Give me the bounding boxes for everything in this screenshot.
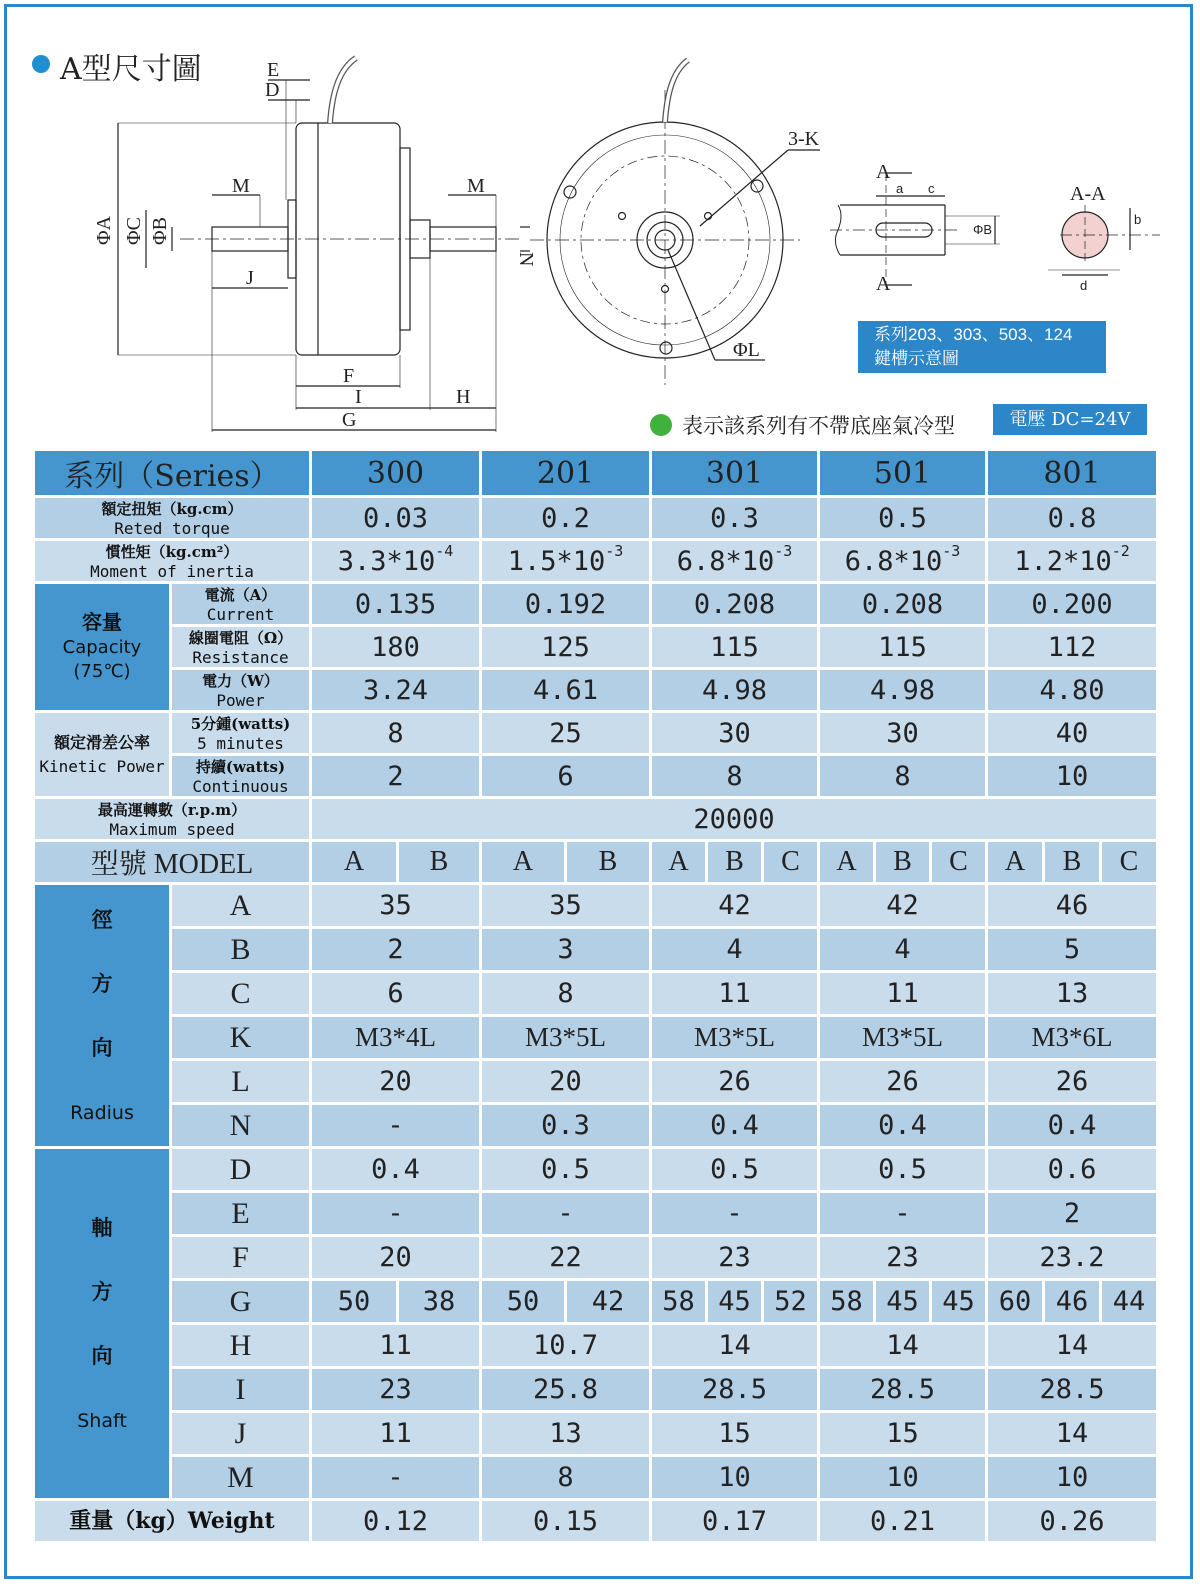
- dimension-drawing: [0, 0, 1200, 445]
- radius-N-300: -: [312, 1105, 479, 1146]
- weight-300: 0.12: [312, 1501, 479, 1541]
- voltage-badge: 電壓 DC=24V: [993, 404, 1147, 435]
- series-300: 300: [312, 451, 479, 495]
- inertia-501: $6.8*10^{-3}$: [820, 541, 985, 581]
- model-301-A: A: [652, 842, 705, 882]
- series-201: 201: [482, 451, 649, 495]
- shaft-H-row: [35, 1325, 1156, 1366]
- shaft-G-301-C: 52: [764, 1281, 817, 1322]
- series-row: [35, 451, 1156, 495]
- label-a: a: [896, 181, 904, 196]
- shaft-H-201: 10.7: [482, 1325, 649, 1366]
- shaft-G-row: [35, 1281, 1156, 1322]
- radius-key-C: C: [172, 973, 309, 1014]
- shaft-G-301-B: 45: [708, 1281, 761, 1322]
- radius-A-300: 35: [312, 885, 479, 926]
- radius-key-B: B: [172, 929, 309, 970]
- kinetic-5min-301: 30: [652, 713, 817, 753]
- label-section-A-top: A: [876, 161, 891, 183]
- radius-A-801: 46: [988, 885, 1156, 926]
- weight-label: 重量（kg）Weight: [35, 1501, 309, 1541]
- shaft-M-201: 8: [482, 1457, 649, 1498]
- radius-A-201: 35: [482, 885, 649, 926]
- shaft-D-501: 0.5: [820, 1149, 985, 1190]
- radius-N-501: 0.4: [820, 1105, 985, 1146]
- label-F: F: [343, 365, 355, 387]
- label-d: d: [1080, 278, 1088, 293]
- label-D: D: [265, 79, 280, 101]
- kinetic-cont-301: 8: [652, 756, 817, 796]
- radius-C-801: 13: [988, 973, 1156, 1014]
- shaft-G-801-C: 44: [1102, 1281, 1156, 1322]
- shaft-J-300: 11: [312, 1413, 479, 1454]
- label-M-left: M: [232, 175, 250, 197]
- radius-N-201: 0.3: [482, 1105, 649, 1146]
- page-title: A型尺寸圖: [60, 52, 202, 87]
- inertia-row: [35, 541, 1156, 581]
- inertia-201: $1.5*10^{-3}$: [482, 541, 649, 581]
- shaft-key-M: M: [172, 1457, 309, 1498]
- shaft-D-301: 0.5: [652, 1149, 817, 1190]
- resistance-301: 115: [652, 627, 817, 667]
- shaft-I-300: 23: [312, 1369, 479, 1410]
- series-801: 801: [988, 451, 1156, 495]
- kinetic-5min-201: 25: [482, 713, 649, 753]
- model-501-C: C: [932, 842, 985, 882]
- radius-A-501: 42: [820, 885, 985, 926]
- radius-B-501: 4: [820, 929, 985, 970]
- shaft-J-801: 14: [988, 1413, 1156, 1454]
- radius-K-300: M3*4L: [312, 1017, 479, 1058]
- kinetic-cont-201: 6: [482, 756, 649, 796]
- keyway-note-series: 系列203、303、503、124: [874, 325, 1073, 344]
- model-801-C: C: [1102, 842, 1156, 882]
- green-dot-icon: [650, 414, 672, 436]
- shaft-F-801: 23.2: [988, 1237, 1156, 1278]
- shaft-M-501: 10: [820, 1457, 985, 1498]
- radius-N-row: [35, 1105, 1156, 1146]
- radius-B-801: 5: [988, 929, 1156, 970]
- power-row: [35, 670, 1156, 710]
- resistance-801: 112: [988, 627, 1156, 667]
- model-300-A: A: [312, 842, 396, 882]
- legend: [650, 410, 955, 440]
- radius-K-201: M3*5L: [482, 1017, 649, 1058]
- shaft-G-300-A: 50: [312, 1281, 396, 1322]
- label-phi-L: ΦL: [733, 339, 760, 361]
- kinetic-5min-801: 40: [988, 713, 1156, 753]
- keyway-note-caption: 鍵槽示意圖: [874, 349, 959, 368]
- shaft-I-301: 28.5: [652, 1369, 817, 1410]
- series-label: 系列（Series）: [35, 451, 309, 495]
- radius-N-801: 0.4: [988, 1105, 1156, 1146]
- keyway-note: [858, 321, 1106, 373]
- radius-C-501: 11: [820, 973, 985, 1014]
- max-speed-value: 20000: [312, 799, 1156, 839]
- shaft-G-801-B: 46: [1045, 1281, 1099, 1322]
- label-keyway-phi-B: ΦB: [973, 222, 993, 237]
- shaft-M-row: [35, 1457, 1156, 1498]
- shaft-G-501-B: 45: [876, 1281, 929, 1322]
- radius-C-row: [35, 973, 1156, 1014]
- shaft-D-300: 0.4: [312, 1149, 479, 1190]
- shaft-I-801: 28.5: [988, 1369, 1156, 1410]
- kinetic-cont-801: 10: [988, 756, 1156, 796]
- shaft-F-201: 22: [482, 1237, 649, 1278]
- weight-301: 0.17: [652, 1501, 817, 1541]
- weight-801: 0.26: [988, 1501, 1156, 1541]
- shaft-M-300: -: [312, 1457, 479, 1498]
- torque-201: 0.2: [482, 498, 649, 538]
- inertia-300: $3.3*10^{-4}$: [312, 541, 479, 581]
- max-speed-label: 最高運轉數（r.p.m） Maximum speed: [35, 799, 309, 839]
- label-section-A-A: A-A: [1070, 183, 1106, 205]
- capacity-group-label: 容量 Capacity (75℃): [35, 584, 169, 710]
- shaft-E-201: -: [482, 1193, 649, 1234]
- shaft-key-J: J: [172, 1413, 309, 1454]
- kinetic-continuous-row: [35, 756, 1156, 796]
- shaft-F-300: 20: [312, 1237, 479, 1278]
- power-201: 4.61: [482, 670, 649, 710]
- motor-side-view: [118, 58, 530, 432]
- radius-B-300: 2: [312, 929, 479, 970]
- radius-C-301: 11: [652, 973, 817, 1014]
- power-300: 3.24: [312, 670, 479, 710]
- current-label: 電流（A） Current: [172, 584, 309, 624]
- shaft-group-label: 軸 方 向 Shaft: [35, 1149, 169, 1498]
- power-301: 4.98: [652, 670, 817, 710]
- kinetic-continuous-label: 持續(watts) Continuous: [172, 756, 309, 796]
- shaft-J-301: 15: [652, 1413, 817, 1454]
- current-301: 0.208: [652, 584, 817, 624]
- label-3-K: 3-K: [788, 128, 820, 150]
- radius-L-201: 20: [482, 1061, 649, 1102]
- shaft-D-201: 0.5: [482, 1149, 649, 1190]
- inertia-301: $6.8*10^{-3}$: [652, 541, 817, 581]
- weight-row: [35, 1501, 1156, 1541]
- radius-C-300: 6: [312, 973, 479, 1014]
- torque-row: [35, 498, 1156, 538]
- label-J: J: [246, 267, 254, 289]
- shaft-D-row: [35, 1149, 1156, 1190]
- max-speed-row: [35, 799, 1156, 839]
- inertia-label: 慣性矩（kg.cm²） Moment of inertia: [35, 541, 309, 581]
- radius-L-301: 26: [652, 1061, 817, 1102]
- label-M-right: M: [467, 175, 485, 197]
- shaft-G-300-B: 38: [399, 1281, 479, 1322]
- shaft-I-501: 28.5: [820, 1369, 985, 1410]
- radius-B-201: 3: [482, 929, 649, 970]
- radius-key-N: N: [172, 1105, 309, 1146]
- shaft-key-F: F: [172, 1237, 309, 1278]
- shaft-M-801: 10: [988, 1457, 1156, 1498]
- shaft-F-row: [35, 1237, 1156, 1278]
- shaft-key-I: I: [172, 1369, 309, 1410]
- label-I: I: [355, 386, 362, 408]
- shaft-key-E: E: [172, 1193, 309, 1234]
- shaft-F-301: 23: [652, 1237, 817, 1278]
- model-201-A: A: [482, 842, 564, 882]
- model-501-B: B: [876, 842, 929, 882]
- shaft-H-301: 14: [652, 1325, 817, 1366]
- legend-text: 表示該系列有不帶底座氣冷型: [682, 415, 955, 438]
- torque-300: 0.03: [312, 498, 479, 538]
- torque-label: 額定扭矩（kg.cm） Reted torque: [35, 498, 309, 538]
- kinetic-5min-label: 5分鍾(watts) 5 minutes: [172, 713, 309, 753]
- current-row: [35, 584, 1156, 624]
- radius-B-row: [35, 929, 1156, 970]
- current-201: 0.192: [482, 584, 649, 624]
- shaft-H-801: 14: [988, 1325, 1156, 1366]
- resistance-300: 180: [312, 627, 479, 667]
- radius-K-501: M3*5L: [820, 1017, 985, 1058]
- kinetic-cont-501: 8: [820, 756, 985, 796]
- torque-501: 0.5: [820, 498, 985, 538]
- label-phi-A: ΦA: [93, 215, 115, 245]
- series-301: 301: [652, 451, 817, 495]
- shaft-I-201: 25.8: [482, 1369, 649, 1410]
- label-section-A-bottom: A: [876, 273, 891, 295]
- power-501: 4.98: [820, 670, 985, 710]
- resistance-501: 115: [820, 627, 985, 667]
- model-301-C: C: [764, 842, 817, 882]
- shaft-E-801: 2: [988, 1193, 1156, 1234]
- shaft-H-501: 14: [820, 1325, 985, 1366]
- shaft-G-201-B: 42: [567, 1281, 649, 1322]
- radius-key-K: K: [172, 1017, 309, 1058]
- current-501: 0.208: [820, 584, 985, 624]
- torque-801: 0.8: [988, 498, 1156, 538]
- power-label: 電力（W） Power: [172, 670, 309, 710]
- label-G: G: [342, 409, 357, 431]
- radius-group-label: 徑 方 向 Radius: [35, 885, 169, 1146]
- radius-N-301: 0.4: [652, 1105, 817, 1146]
- torque-301: 0.3: [652, 498, 817, 538]
- radius-L-801: 26: [988, 1061, 1156, 1102]
- shaft-D-801: 0.6: [988, 1149, 1156, 1190]
- label-c: c: [928, 181, 935, 196]
- label-phi-B: ΦB: [149, 217, 171, 245]
- spec-table: [32, 448, 1159, 1544]
- shaft-G-501-C: 45: [932, 1281, 985, 1322]
- radius-K-301: M3*5L: [652, 1017, 817, 1058]
- shaft-G-201-A: 50: [482, 1281, 564, 1322]
- kinetic-5min-501: 30: [820, 713, 985, 753]
- shaft-E-row: [35, 1193, 1156, 1234]
- motor-front-view: [530, 60, 820, 385]
- series-501: 501: [820, 451, 985, 495]
- shaft-E-301: -: [652, 1193, 817, 1234]
- radius-key-L: L: [172, 1061, 309, 1102]
- radius-A-301: 42: [652, 885, 817, 926]
- radius-L-300: 20: [312, 1061, 479, 1102]
- label-N: N: [515, 252, 537, 267]
- shaft-M-301: 10: [652, 1457, 817, 1498]
- label-phi-C: ΦC: [123, 217, 145, 245]
- shaft-E-300: -: [312, 1193, 479, 1234]
- resistance-label: 線圈電阻（Ω） Resistance: [172, 627, 309, 667]
- weight-201: 0.15: [482, 1501, 649, 1541]
- shaft-H-300: 11: [312, 1325, 479, 1366]
- shaft-G-501-A: 58: [820, 1281, 873, 1322]
- model-201-B: B: [567, 842, 649, 882]
- radius-K-row: [35, 1017, 1156, 1058]
- resistance-row: [35, 627, 1156, 667]
- shaft-J-201: 13: [482, 1413, 649, 1454]
- drawing-labels: [93, 59, 1141, 431]
- shaft-G-301-A: 58: [652, 1281, 705, 1322]
- radius-B-301: 4: [652, 929, 817, 970]
- label-b: b: [1134, 212, 1142, 227]
- shaft-E-501: -: [820, 1193, 985, 1234]
- label-H: H: [456, 386, 471, 408]
- model-501-A: A: [820, 842, 873, 882]
- inertia-801: $1.2*10^{-2}$: [988, 541, 1156, 581]
- shaft-I-row: [35, 1369, 1156, 1410]
- radius-key-A: A: [172, 885, 309, 926]
- model-301-B: B: [708, 842, 761, 882]
- shaft-J-501: 15: [820, 1413, 985, 1454]
- model-801-B: B: [1045, 842, 1099, 882]
- model-row: [35, 842, 1156, 882]
- kinetic-5min-row: [35, 713, 1156, 753]
- model-label: 型號 MODEL: [35, 842, 309, 882]
- shaft-J-row: [35, 1413, 1156, 1454]
- power-801: 4.80: [988, 670, 1156, 710]
- label-E: E: [267, 59, 280, 81]
- radius-K-801: M3*6L: [988, 1017, 1156, 1058]
- shaft-key-G: G: [172, 1281, 309, 1322]
- kinetic-5min-300: 8: [312, 713, 479, 753]
- kinetic-group-label: 額定滑差公率 Kinetic Power: [35, 713, 169, 796]
- resistance-201: 125: [482, 627, 649, 667]
- radius-L-501: 26: [820, 1061, 985, 1102]
- current-801: 0.200: [988, 584, 1156, 624]
- model-801-A: A: [988, 842, 1042, 882]
- shaft-key-H: H: [172, 1325, 309, 1366]
- shaft-G-801-A: 60: [988, 1281, 1042, 1322]
- shaft-key-D: D: [172, 1149, 309, 1190]
- current-300: 0.135: [312, 584, 479, 624]
- radius-L-row: [35, 1061, 1156, 1102]
- kinetic-cont-300: 2: [312, 756, 479, 796]
- radius-A-row: [35, 885, 1156, 926]
- model-300-B: B: [399, 842, 479, 882]
- shaft-F-501: 23: [820, 1237, 985, 1278]
- weight-501: 0.21: [820, 1501, 985, 1541]
- radius-C-201: 8: [482, 973, 649, 1014]
- keyway-sketch: [830, 173, 1160, 285]
